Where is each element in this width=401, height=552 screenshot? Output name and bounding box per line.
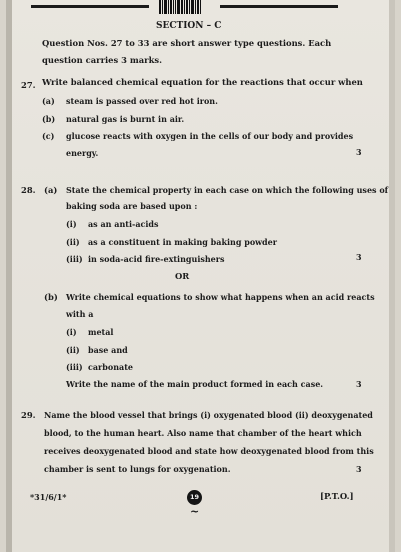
q29-line-1: Name the blood vessel that brings (i) oxygenated blood (ii) deoxygenated <box>44 410 373 420</box>
q28-a-i-label: (i) <box>66 219 77 229</box>
pto-label: [P.T.O.] <box>320 491 354 501</box>
q28-a-stem-2: baking soda are based upon : <box>66 201 198 211</box>
q29-line-2: blood, to the human heart. Also name that chamber of the heart which <box>44 428 362 438</box>
q28-a-iii-label: (iii) <box>66 254 83 264</box>
q29-marks: 3 <box>356 464 362 474</box>
q28-b-label: (b) <box>44 292 58 302</box>
q27-c-label: (c) <box>42 131 55 141</box>
q28-b-stem-1: Write chemical equations to show what happens when an acid reacts <box>66 292 375 302</box>
footer-tilde: ~ <box>190 505 200 518</box>
q28-a-label: (a) <box>44 185 58 195</box>
q28-b-final: Write the name of the main product formed in each case. <box>66 379 324 389</box>
q28-b-i-label: (i) <box>66 327 77 337</box>
q27-stem: Write balanced chemical equation for the reactions that occur when <box>42 77 363 87</box>
barcode-image <box>159 0 209 14</box>
q27-c-continuation: energy. <box>66 148 99 158</box>
q27-b-label: (b) <box>42 114 56 124</box>
q28-a-ii-text: as a constituent in making baking powder <box>88 237 277 247</box>
instruction-line-2: question carries 3 marks. <box>42 55 162 65</box>
page-edge-shadow-right <box>389 0 395 552</box>
instruction-line-1: Question Nos. 27 to 33 are short answer type questions. Each <box>42 38 332 48</box>
q29-line-4: chamber is sent to lungs for oxygenation. <box>44 464 231 474</box>
or-divider: OR <box>175 271 190 281</box>
page-number-badge: 19 <box>187 490 202 505</box>
q27-a-label: (a) <box>42 96 55 106</box>
exam-page <box>6 0 395 552</box>
q28-b-ii-text: base and <box>88 345 128 355</box>
q28-b-stem-2: with a <box>66 309 94 319</box>
q27-b-text: natural gas is burnt in air. <box>66 114 185 124</box>
q28-b-ii-label: (ii) <box>66 345 80 355</box>
q27-number: 27. <box>21 80 36 90</box>
page-edge-shadow <box>6 0 12 552</box>
q28-a-iii-text: in soda-acid fire-extinguishers <box>88 254 225 264</box>
q28-a-marks: 3 <box>356 252 362 262</box>
q29-number: 29. <box>21 410 36 420</box>
q27-a-text: steam is passed over red hot iron. <box>66 96 218 106</box>
top-rule-right <box>220 5 338 8</box>
q28-a-i-text: as an anti-acids <box>88 219 159 229</box>
q28-b-iii-label: (iii) <box>66 362 83 372</box>
q28-b-iii-text: carbonate <box>88 362 133 372</box>
q29-line-3: receives deoxygenated blood and state how deoxygenated blood from this <box>44 446 374 456</box>
q28-number: 28. <box>21 185 36 195</box>
section-title: SECTION – C <box>156 21 222 31</box>
q27-c-text: glucose reacts with oxygen in the cells of our body and provides <box>66 131 354 141</box>
q28-a-ii-label: (ii) <box>66 237 80 247</box>
q27-marks: 3 <box>356 147 362 157</box>
q28-a-stem-1: State the chemical property in each case on which the following uses of <box>66 185 389 195</box>
q28-b-marks: 3 <box>356 379 362 389</box>
paper-code: *31/6/1* <box>30 492 67 502</box>
q28-b-i-text: metal <box>88 327 114 337</box>
top-rule-left <box>31 5 149 8</box>
